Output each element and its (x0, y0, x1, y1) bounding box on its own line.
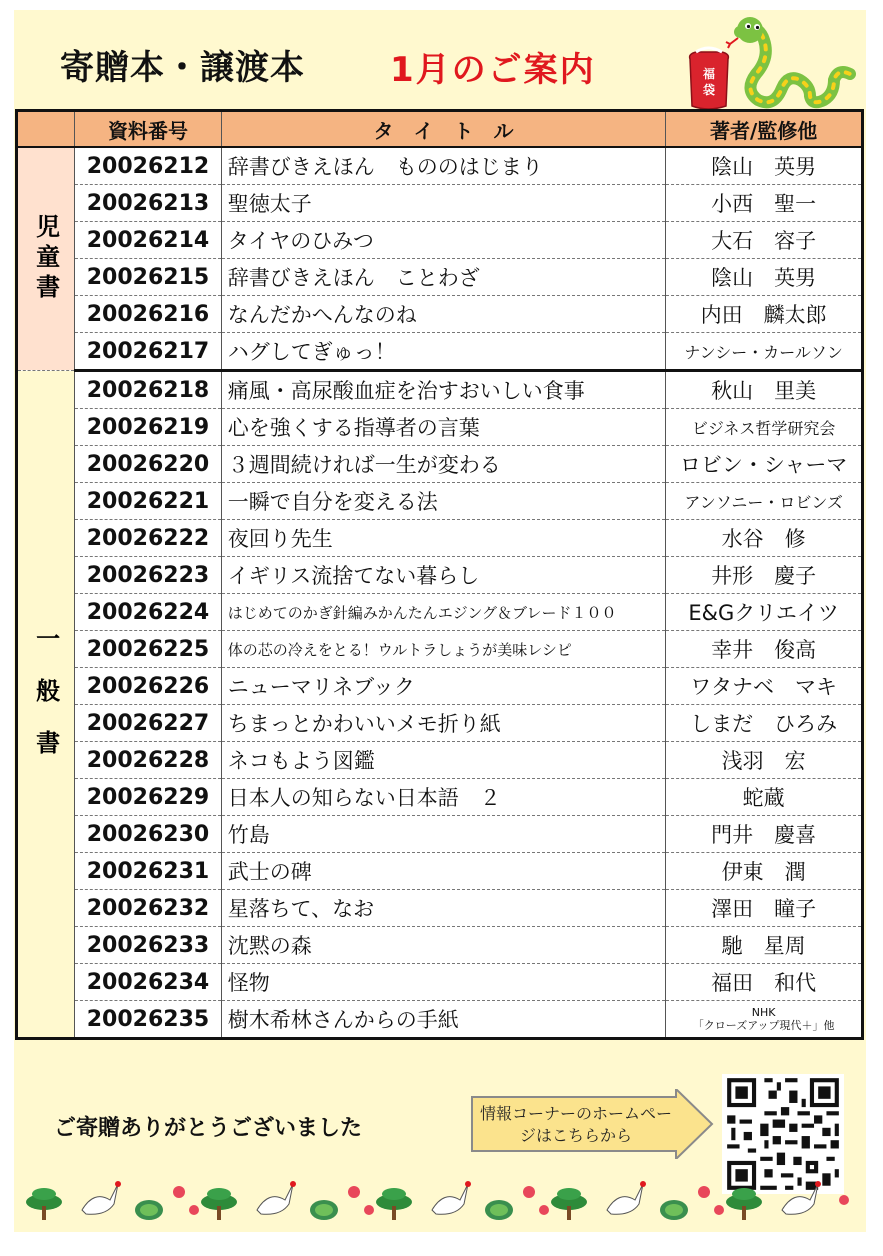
book-author: 水谷 修 (666, 520, 863, 557)
book-title: 日本人の知らない日本語 ２ (221, 779, 666, 816)
book-author: アンソニー・ロビンズ (666, 483, 863, 520)
book-author: ビジネス哲学研究会 (666, 409, 863, 446)
book-title: ハグしてぎゅっ！ (221, 333, 666, 371)
book-author: ロビン・シャーマ (666, 446, 863, 483)
book-title: 夜回り先生 (221, 520, 666, 557)
book-title: タイヤのひみつ (221, 222, 666, 259)
table-row (17, 333, 863, 371)
book-id: 20026231 (75, 853, 222, 890)
book-author: 大石 容子 (666, 222, 863, 259)
table-row (17, 779, 863, 816)
table-row (17, 631, 863, 668)
book-author: 内田 麟太郎 (666, 296, 863, 333)
book-author: ナンシー・カールソン (666, 333, 863, 371)
table-row (17, 483, 863, 520)
table-row (17, 557, 863, 594)
book-title: 聖徳太子 (221, 185, 666, 222)
book-id: 20026227 (75, 705, 222, 742)
table-row (17, 705, 863, 742)
page-subtitle: 1月のご案内 (390, 50, 596, 90)
category-childrens-books: 児童書 (17, 147, 75, 371)
table-row (17, 890, 863, 927)
book-id: 20026212 (75, 147, 222, 185)
category-general-books: 一般書 (17, 371, 75, 1039)
book-title: 武士の碑 (221, 853, 666, 890)
table-row (17, 964, 863, 1001)
flyer-page (14, 10, 866, 1232)
table-row (17, 446, 863, 483)
book-author: 澤田 瞳子 (666, 890, 863, 927)
table-row (17, 853, 863, 890)
book-author: 幸井 俊高 (666, 631, 863, 668)
table-row (17, 594, 863, 631)
book-author: 井形 慶子 (666, 557, 863, 594)
book-id: 20026230 (75, 816, 222, 853)
table-header-row (17, 111, 863, 148)
book-title: 辞書びきえほん ことわざ (221, 259, 666, 296)
table-row (17, 222, 863, 259)
book-title: 体の芯の冷えをとる！ウルトラしょうが美味レシピ (221, 631, 666, 668)
book-title: 沈黙の森 (221, 927, 666, 964)
book-author: 福田 和代 (666, 964, 863, 1001)
book-author: 伊東 潤 (666, 853, 863, 890)
table-row (17, 927, 863, 964)
book-author: 陰山 英男 (666, 259, 863, 296)
book-title: イギリス流捨てない暮らし (221, 557, 666, 594)
book-title: なんだかへんなのね (221, 296, 666, 333)
table-row (17, 259, 863, 296)
book-id: 20026219 (75, 409, 222, 446)
book-title: 怪物 (221, 964, 666, 1001)
book-id: 20026222 (75, 520, 222, 557)
book-id: 20026218 (75, 371, 222, 409)
snake-mascot-icon (678, 14, 858, 114)
book-id: 20026232 (75, 890, 222, 927)
book-id: 20026226 (75, 668, 222, 705)
page-title: 寄贈本・譲渡本 (60, 48, 305, 88)
book-author: E&Gクリエイツ (666, 594, 863, 631)
book-title: 一瞬で自分を変える法 (221, 483, 666, 520)
book-id: 20026215 (75, 259, 222, 296)
book-title: ニューマリネブック (221, 668, 666, 705)
table-row (17, 371, 863, 409)
book-author: 蛇蔵 (666, 779, 863, 816)
header-title: タ イ ト ル (221, 111, 666, 148)
book-id: 20026225 (75, 631, 222, 668)
book-id: 20026214 (75, 222, 222, 259)
book-title: 痛風・高尿酸血症を治すおいしい食事 (221, 371, 666, 409)
table-row (17, 296, 863, 333)
book-id: 20026213 (75, 185, 222, 222)
book-author: ワタナベ マキ (666, 668, 863, 705)
book-author: 秋山 里美 (666, 371, 863, 409)
new-year-border-decoration (14, 1170, 866, 1232)
table-row (17, 1001, 863, 1039)
table-row (17, 816, 863, 853)
table-row (17, 409, 863, 446)
book-title: ネコもよう図鑑 (221, 742, 666, 779)
book-id: 20026216 (75, 296, 222, 333)
pine-icon (26, 1188, 762, 1220)
book-id: 20026233 (75, 927, 222, 964)
book-id: 20026220 (75, 446, 222, 483)
book-title: 心を強くする指導者の言葉 (221, 409, 666, 446)
header-id: 資料番号 (75, 111, 222, 148)
table-row (17, 668, 863, 705)
book-author: NHK 「クローズアップ現代＋」他 (666, 1001, 863, 1039)
homepage-note[interactable]: 情報コーナーのホームページはこちらから (479, 1104, 672, 1145)
table-row (17, 520, 863, 557)
book-author: しまだ ひろみ (666, 705, 863, 742)
bag-text-2: 袋 (702, 83, 716, 97)
book-id: 20026235 (75, 1001, 222, 1039)
book-id: 20026223 (75, 557, 222, 594)
book-title: 竹島 (221, 816, 666, 853)
book-id: 20026224 (75, 594, 222, 631)
book-author: 浅羽 宏 (666, 742, 863, 779)
header-category-cell (17, 111, 75, 148)
table-row (17, 185, 863, 222)
title-row (14, 10, 866, 104)
book-title: はじめてのかぎ針編みかんたんエジング＆ブレード１００ (221, 594, 666, 631)
book-author: 陰山 英男 (666, 147, 863, 185)
table-row (17, 742, 863, 779)
book-author: 門井 慶喜 (666, 816, 863, 853)
bag-text-1: 福 (702, 67, 716, 81)
donated-books-table (15, 109, 864, 1040)
book-author: 小西 聖一 (666, 185, 863, 222)
book-id: 20026217 (75, 333, 222, 371)
book-id: 20026229 (75, 779, 222, 816)
book-title: 辞書びきえほん もののはじまり (221, 147, 666, 185)
table-row (17, 147, 863, 185)
header-author: 著者/監修他 (666, 111, 863, 148)
book-id: 20026228 (75, 742, 222, 779)
book-id: 20026234 (75, 964, 222, 1001)
book-title: 星落ちて、なお (221, 890, 666, 927)
book-title: 樹木希林さんからの手紙 (221, 1001, 666, 1039)
book-title: ３週間続ければ一生が変わる (221, 446, 666, 483)
thanks-message: ご寄贈ありがとうございました (54, 1116, 363, 1141)
book-id: 20026221 (75, 483, 222, 520)
book-author: 馳 星周 (666, 927, 863, 964)
book-title: ちまっとかわいいメモ折り紙 (221, 705, 666, 742)
